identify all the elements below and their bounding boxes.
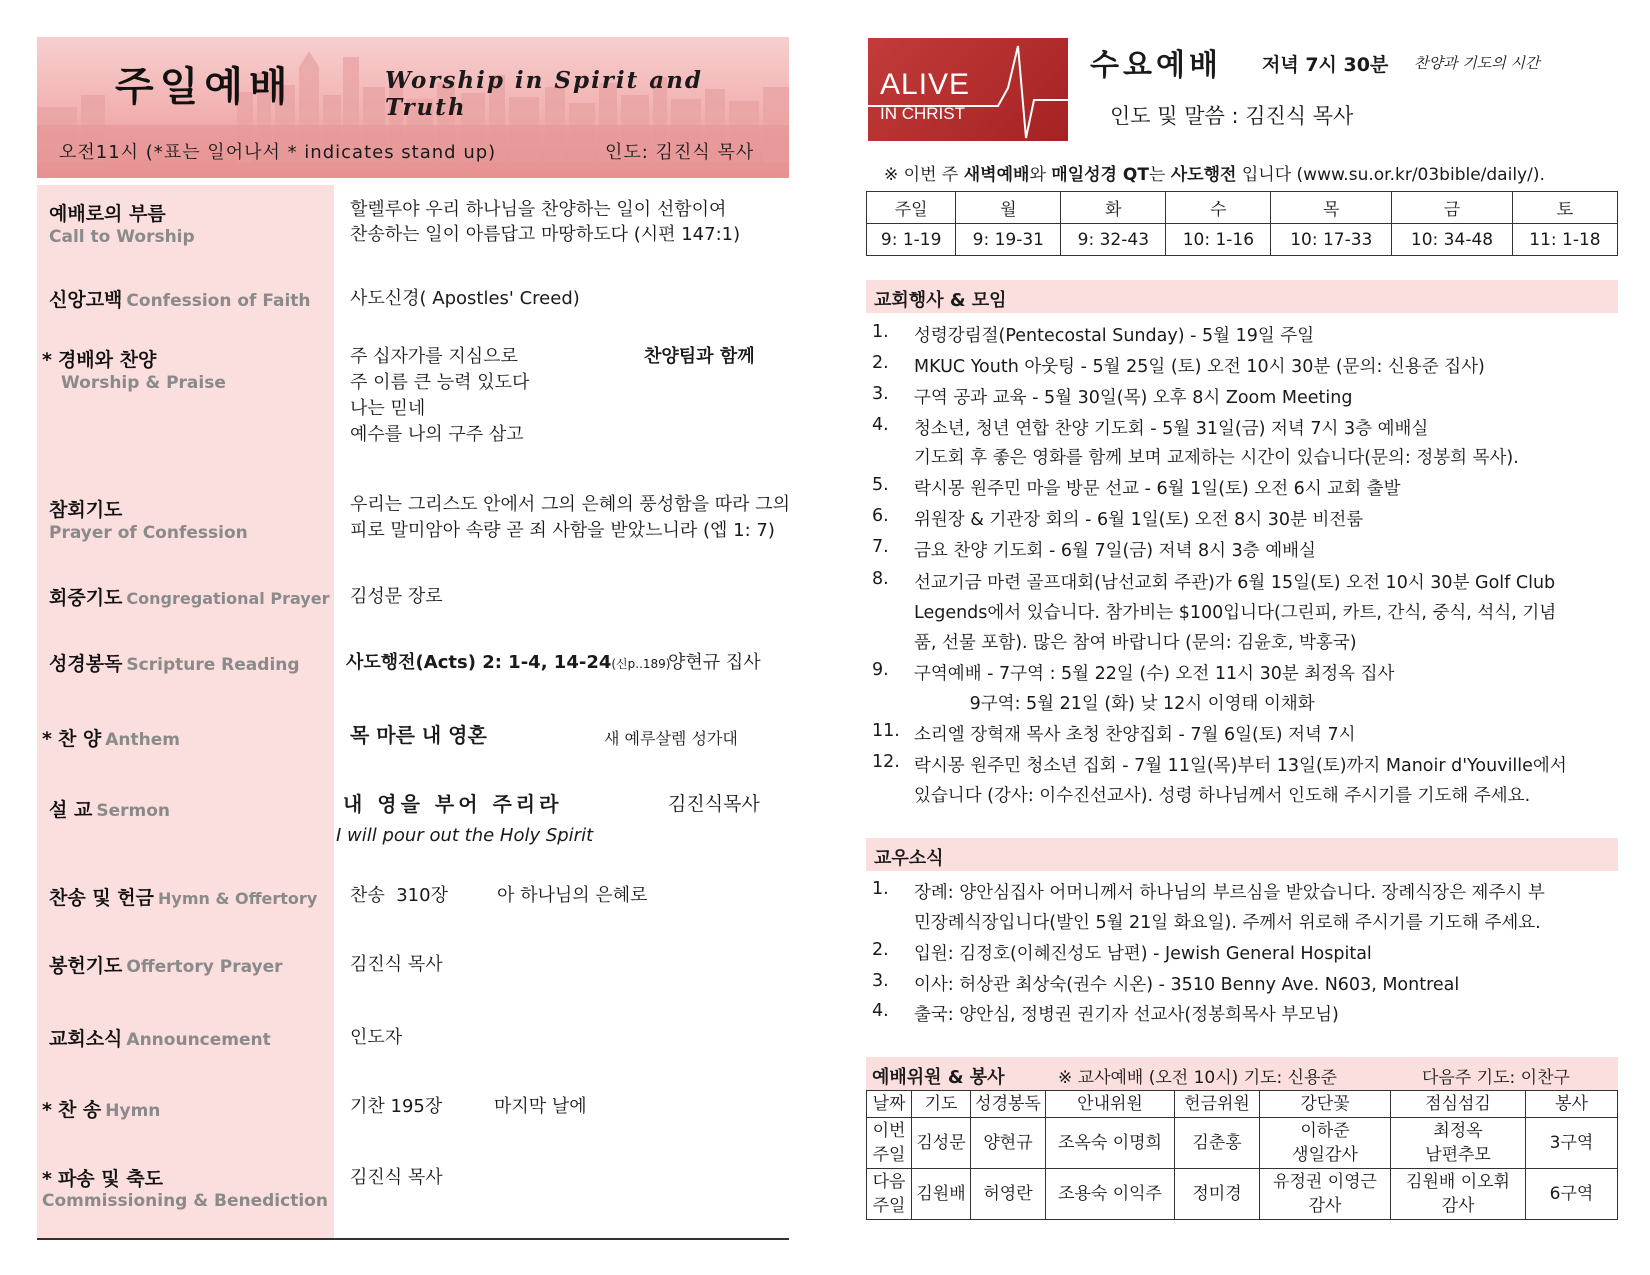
wednesday-time: 저녁 7시 30분 (1262, 54, 1389, 76)
teacher-prayer-note: ※ 교사예배 (오전 10시) 기도: 신용준 (1058, 1068, 1337, 1088)
stand-up-note: 오전11시 (*표는 일어나서 * indicates stand up) (59, 142, 497, 163)
staff-heading: 예배위원 & 봉사 (872, 1067, 1005, 1088)
table-row (867, 1169, 1618, 1220)
wednesday-title: 수요예배 (1090, 48, 1222, 83)
order-item-content: 주 십자가를 지심으로 (350, 346, 518, 367)
order-item-content: 김진식 목사 (350, 954, 443, 975)
table-cell: 조옥숙 이명희 (1046, 1118, 1175, 1169)
order-item-content: 김진식 목사 (350, 1167, 443, 1188)
table-cell: 김춘홍 (1175, 1118, 1260, 1169)
order-item-content: 찬송하는 일이 아름답고 마땅하도다 (시편 147:1) (350, 224, 741, 245)
day-header: 화 (1061, 192, 1166, 224)
wednesday-leader: 인도 및 말씀 : 김진식 목사 (1110, 104, 1354, 128)
logo-text: ALIVE (880, 68, 971, 101)
order-item-en: Prayer of Confession (49, 523, 248, 543)
table-cell: 6구역 (1526, 1169, 1618, 1220)
order-item-content: 나는 믿네 (350, 398, 426, 419)
table-cell: 이하준 생일감사 (1260, 1118, 1391, 1169)
order-item-name: 교회소식 Announcement (49, 1028, 271, 1050)
order-item-content: 김성문 장로 (350, 586, 443, 607)
table-cell: 허영란 (971, 1169, 1046, 1220)
wednesday-tagline: 찬양과 기도의 시간 (1414, 54, 1540, 72)
order-item-content: 사도행전(Acts) 2: 1-4, 14-24(신p..189) (346, 652, 671, 673)
order-item-content: 예수를 나의 구주 삼고 (350, 424, 524, 445)
order-item-name: 설 교 Sermon (49, 799, 170, 821)
order-item-name: 찬송 및 헌금 Hymn & Offertory (49, 887, 318, 909)
column-header: 헌금위원 (1175, 1091, 1260, 1118)
day-header: 금 (1392, 192, 1513, 224)
next-prayer-note: 다음주 기도: 이찬구 (1422, 1068, 1570, 1088)
day-header: 토 (1512, 192, 1617, 224)
day-header: 목 (1271, 192, 1392, 224)
sunday-title: 주일예배 (115, 64, 294, 110)
alive-in-christ-logo (868, 38, 1068, 141)
staff-heading-bar (866, 1057, 1618, 1090)
order-item-name: * 파송 및 축도 (42, 1168, 163, 1190)
order-item-name: * 경배와 찬양 (42, 349, 157, 371)
day-header: 수 (1166, 192, 1271, 224)
sunday-leader: 인도: 김진식 목사 (605, 142, 755, 163)
column-header: 봉사 (1526, 1091, 1618, 1118)
news-heading: 교우소식 (866, 838, 1618, 871)
order-item-en: Commissioning & Benediction (42, 1191, 328, 1211)
order-item-name: 성경봉독 Scripture Reading (49, 653, 300, 675)
reading-cell: 10: 1-16 (1166, 224, 1271, 256)
order-item-content: 사도신경( Apostles' Creed) (350, 288, 580, 309)
order-item-en: Call to Worship (49, 227, 195, 247)
table-cell: 조용숙 이익주 (1046, 1169, 1175, 1220)
sunday-subtitle: Worship in Spirit and Truth (385, 67, 703, 121)
reading-cell: 9: 32-43 (1061, 224, 1166, 256)
order-item-name: 예배로의 부름 (49, 203, 166, 225)
table-cell: 최정옥 남편추모 (1391, 1118, 1526, 1169)
events-heading: 교회행사 & 모임 (866, 280, 1618, 313)
sermon-preacher: 김진식목사 (668, 793, 760, 815)
column-header: 안내위원 (1046, 1091, 1175, 1118)
table-cell: 정미경 (1175, 1169, 1260, 1220)
column-header: 기도 (912, 1091, 971, 1118)
day-header: 월 (956, 192, 1061, 224)
column-header: 강단꽃 (1260, 1091, 1391, 1118)
reading-cell: 9: 19-31 (956, 224, 1061, 256)
column-header: 점심섬김 (1391, 1091, 1526, 1118)
table-cell: 김원배 이오휘 감사 (1391, 1169, 1526, 1220)
order-item-name: 참회기도 (49, 499, 123, 521)
order-item-name: 회중기도 Congregational Prayer (49, 587, 330, 609)
reading-cell: 10: 34-48 (1392, 224, 1513, 256)
column-header: 성경봉독 (971, 1091, 1046, 1118)
order-item-content: 목 마른 내 영혼 (350, 723, 487, 747)
order-item-extra: 찬양팀과 함께 (644, 346, 755, 367)
logo-text: IN CHRIST (880, 104, 965, 123)
table-cell: 양현규 (971, 1118, 1046, 1169)
table-cell: 유정권 이영근 감사 (1260, 1169, 1391, 1220)
order-names-column (37, 185, 334, 1238)
order-item-en: Worship & Praise (61, 373, 226, 393)
staff-table (866, 1090, 1618, 1220)
order-item-name: 신앙고백 Confession of Faith (49, 289, 311, 311)
table-row (867, 1118, 1618, 1169)
sermon-title: 내 영을 부어 주리라 (343, 792, 563, 816)
qt-note: ※ 이번 주 새벽예배와 매일성경 QT는 사도행전 입니다 (www.su.or.kr/03bible/daily/). (884, 165, 1545, 185)
bible-reading-table (866, 191, 1618, 256)
order-item-name: * 찬 양 Anthem (42, 728, 180, 750)
order-item-extra: 양현규 집사 (668, 652, 761, 673)
reading-cell: 9: 1-19 (867, 224, 956, 256)
sermon-subtitle: I will pour out the Holy Spirit (336, 825, 594, 846)
sunday-banner (37, 37, 789, 178)
order-item-extra: 새 예루살렘 성가대 (604, 729, 738, 748)
order-item-extra: 마지막 날에 (494, 1096, 587, 1117)
order-item-content: 인도자 (350, 1027, 403, 1048)
table-cell: 김성문 (912, 1118, 971, 1169)
order-item-content: 피로 말미암아 속량 곧 죄 사함을 받았느니라 (엡 1: 7) (350, 520, 775, 541)
order-item-content: 우리는 그리스도 안에서 그의 은혜의 풍성함을 따라 그의 (350, 494, 790, 515)
order-item-content: 기찬 195장 (350, 1096, 443, 1117)
order-item-content: 찬송 310장 (350, 885, 448, 906)
table-cell: 3구역 (1526, 1118, 1618, 1169)
order-item-content: 주 이름 큰 능력 있도다 (350, 372, 530, 393)
order-item-content: 할렐루야 우리 하나님을 찬양하는 일이 선함이여 (350, 199, 727, 220)
order-item-name: * 찬 송 Hymn (42, 1099, 161, 1121)
table-cell: 이번 주일 (867, 1118, 912, 1169)
reading-cell: 10: 17-33 (1271, 224, 1392, 256)
reading-cell: 11: 1-18 (1512, 224, 1617, 256)
table-cell: 김원배 (912, 1169, 971, 1220)
divider (37, 1238, 789, 1240)
table-cell: 다음 주일 (867, 1169, 912, 1220)
column-header: 날짜 (867, 1091, 912, 1118)
day-header: 주일 (867, 192, 956, 224)
order-item-extra: 아 하나님의 은혜로 (497, 885, 648, 906)
order-item-name: 봉헌기도 Offertory Prayer (49, 955, 283, 977)
